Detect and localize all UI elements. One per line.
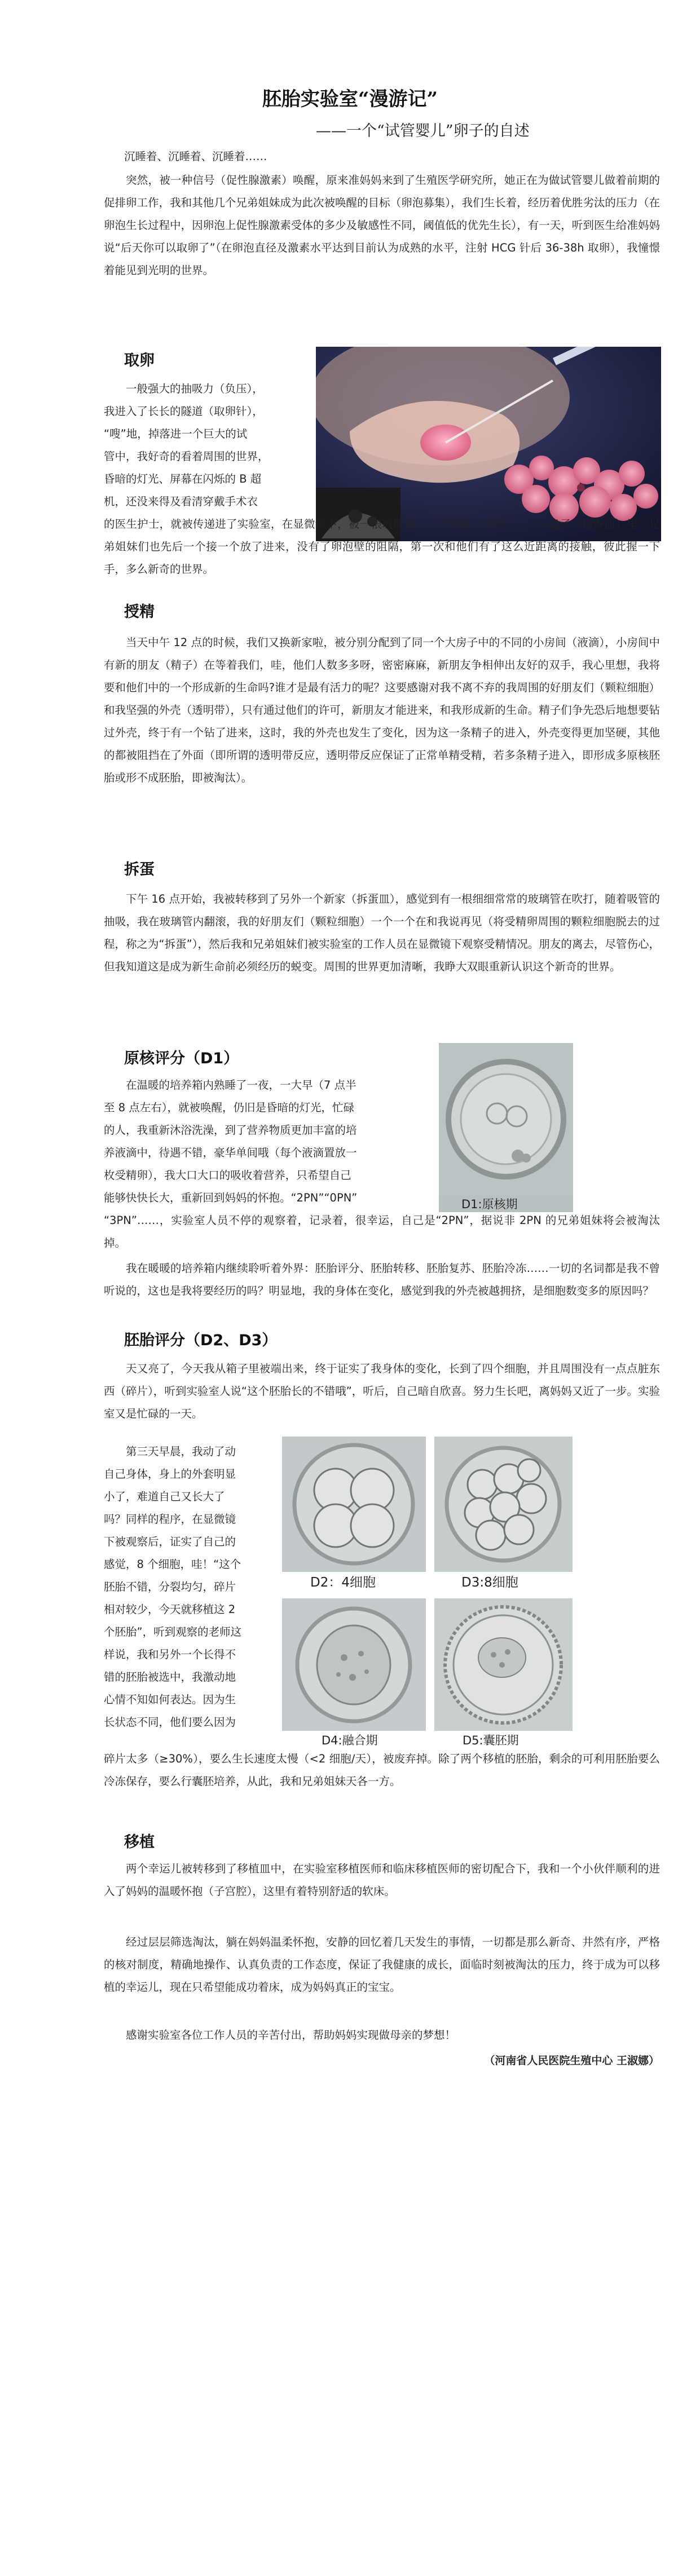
heading-denudation: 拆蛋	[124, 861, 155, 878]
heading-fertilization: 授精	[124, 603, 155, 621]
text-line: 一般强大的抽吸力（负压），	[126, 382, 263, 395]
heading-egg-retrieval: 取卵	[124, 352, 155, 369]
text-line: 长状态不同，他们要么因为	[104, 1716, 236, 1729]
egg-retrieval-wrap-text	[104, 378, 307, 513]
heading-pn-score: 原核评分（D1）	[124, 1050, 239, 1067]
embryo-image-d3	[434, 1437, 573, 1589]
text-line: 机，还没来得及看清穿戴手术衣	[104, 495, 258, 508]
intro-paragraph: 突然，被一种信号（促性腺激素）唤醒，原来准妈妈来到了生殖医学研究所，她正在为做试管婴儿做着前期的促排卵工作，我和其他几个兄弟姐妹成为此次被唤醒的目标（卵泡募集），我们生长着，经历着优胜劣汰的压力（在卵泡生长过程中，因卵泡上促性腺激素受体的多少及敏感性不同，阈值低的优先生长），有一天，听到医生给准妈妈说“后天你可以取卵了”（在卵泡直径及激素水平达到目前认为成熟的水平，注射 HCG 针后 36-38h 取卵），我憧憬着能见到光明的世界。	[104, 174, 660, 277]
text-line: 样说，我和另外一个长得不	[104, 1648, 236, 1661]
heading-transfer: 移植	[124, 1833, 155, 1851]
text-line: 的人，我重新沐浴洗澡，到了营养物质更加丰富的培	[104, 1124, 357, 1137]
article-title: 胚胎实验室“漫游记”	[262, 88, 438, 111]
text-line: 相对较少，今天就移植这 2	[104, 1603, 236, 1616]
text-line: 我进入了长长的隧道（取卵针），	[104, 405, 263, 418]
text-line: “嗖”地，掉落进一个巨大的试	[104, 427, 248, 440]
transfer-paragraph-1: 两个幸运儿被转移到了移植皿中，在实验室移植医师和临床移植医师的密切配合下，我和一个小伙伴顺利的进入了妈妈的温暖怀抱（子宫腔），这里有着特别舒适的软床。	[104, 1862, 660, 1898]
embryo-score-wrap-text	[104, 1441, 273, 1734]
text-line: 第三天早晨，我动了动	[126, 1445, 236, 1458]
egg-retrieval-illustration	[316, 347, 661, 541]
text-line: 自己身体，身上的外套明显	[104, 1468, 236, 1481]
text-line: 心情不知如何表达。因为生	[104, 1693, 236, 1706]
heading-embryo-score: 胚胎评分（D2、D3）	[124, 1332, 278, 1349]
transfer-paragraph-2: 经过层层筛选淘汰，躺在妈妈温柔怀抱，安静的回忆着几天发生的事情，一切都是那么新奇、井然有序，严格的核对制度，精确地操作、认真负责的工作态度，保证了我健康的成长，面临时刻被淘汰的压力，终于成为可以移植的幸运儿，现在只希望能成功着床，成为妈妈真正的宝宝。	[104, 1936, 660, 1994]
text-line: 养液滴中，待遇不错，豪华单间哦（每个液滴置放一	[104, 1146, 357, 1159]
transfer-paragraph-3: 感谢实验室各位工作人员的辛苦付出，帮助妈妈实现做母亲的梦想！	[126, 2029, 456, 2042]
embryo-score-paragraph-rest: 碎片太多（≥30%），要么生长速度太慢（<2 细胞/天），被废弃掉。除了两个移植的胚胎，剩余的可利用胚胎要么冷冻保存，要么行囊胚培养，从此，我和兄弟姐妹天各一方。	[104, 1752, 660, 1788]
embryo-image-d4	[282, 1598, 426, 1748]
caption-d2: D2：4细胞	[310, 1575, 376, 1589]
text-line: 小了，难道自己又长大了	[104, 1490, 225, 1503]
text-line: 感觉，8 个细胞，哇！“这个	[104, 1558, 241, 1571]
article-subtitle: ——一个“试管婴儿”卵子的自述	[316, 122, 530, 140]
denudation-paragraph: 下午 16 点开始，我被转移到了另外一个新家（拆蛋皿），感觉到有一根细细常常的玻璃管在吹打，随着吸管的抽吸，我在玻璃管内翻滚，我的好朋友们（颗粒细胞）一个一个在和我说再见（将受精卵周围的颗粒细胞脱去的过程，称之为“拆蛋”），然后我和兄弟姐妹们被实验室的工作人员在显微镜下观察受精情况。朋友的离去，尽管伤心，但我知道这是成为新生命前必须经历的蜕变。周围的世界更加清晰，我睁大双眼重新认识这个新奇的世界。	[104, 892, 660, 973]
embryo-image-d5	[434, 1598, 573, 1748]
pn-score-paragraph-rest: “3PN”……，实验室人员不停的观察着，记录着，很幸运，自己是“2PN”，据说非 2PN 的兄弟姐妹将会被淘汰掉。	[104, 1214, 660, 1249]
text-line: 能够快快长大，重新回到妈妈的怀抱。“2PN”“0PN”	[104, 1191, 358, 1204]
caption-d4: D4:融合期	[322, 1734, 378, 1747]
embryo-score-paragraph-1: 天又亮了，今天我从箱子里被端出来，终于证实了我身体的变化，长到了四个细胞，并且周围没有一点点脏东西（碎片），听到实验室人说“这个胚胎长的不错哦”，听后，自己暗自欣喜。努力生长吧，离妈妈又近了一步。实验室又是忙碌的一天。	[104, 1362, 660, 1420]
pn-score-paragraph-2: 我在暖暖的培养箱内继续聆听着外界：胚胎评分、胚胎转移、胚胎复苏、胚胎冷冻……一切的名词都是我不曾听说的，这也是我将要经历的吗？明显地，我的身体在变化，感觉到我的外壳被越拥挤，是细胞数变多的原因吗？	[104, 1262, 660, 1297]
text-line: 吗？同样的程序，在显微镜	[104, 1513, 236, 1526]
text-line: 昏暗的灯光、屏幕在闪烁的 B 超	[104, 472, 262, 485]
pn-score-wrap-text	[104, 1074, 425, 1209]
text-line: 下被观察后，证实了自己的	[104, 1535, 236, 1548]
embryo-image-d1	[439, 1043, 573, 1212]
text-line: 错的胚胎被选中，我激动地	[104, 1671, 236, 1684]
text-line: 管中，我好奇的看着周围的世界，	[104, 450, 269, 463]
text-line: 枚受精卵），我大口大口的吸收着营养，只希望自己	[104, 1169, 351, 1182]
intro-line: 沉睡着、沉睡着、沉睡着……	[124, 150, 267, 163]
text-line: 在温暖的培养箱内熟睡了一夜，一大早（7 点半	[126, 1079, 356, 1092]
text-line: 胚胎不错，分裂均匀，碎片	[104, 1580, 236, 1593]
author-credit: （河南省人民医院生殖中心 王淑娜）	[484, 2054, 659, 2067]
text-line: 个胚胎”，听到观察的老师这	[104, 1625, 242, 1638]
caption-d3: D3:8细胞	[461, 1575, 518, 1589]
egg-retrieval-paragraph: 的医生护士，就被传递进了实验室，在显微镜下，被一根玻璃管（巴氏吸管）捡进了一个小盘子（培养皿）里，兄弟姐妹们也先后一个接一个放了进来，没有了卵泡壁的阻隔，第一次和他们有了这么近距离的接触，彼此握一下手，多么新奇的世界。	[104, 518, 660, 576]
caption-d1: D1:原核期	[461, 1198, 518, 1211]
embryo-image-d2	[282, 1437, 426, 1589]
text-line: 至 8 点左右），就被唤醒，仍旧是昏暗的灯光，忙碌	[104, 1101, 355, 1114]
fertilization-paragraph: 当天中午 12 点的时候，我们又换新家啦，被分别分配到了同一个大房子中的不同的小房间（液滴），小房间中有新的朋友（精子）在等着我们，哇，他们人数多多呀，密密麻麻，新朋友争相伸出友好的双手，我心里想，我将要和他们中的一个形成新的生命吗?谁才是最有活力的呢？这要感谢对我不离不弃的我周围的好朋友们（颗粒细胞）和我坚强的外壳（透明带），只有通过他们的许可，新朋友才能进来，和我形成新的生命。精子们争先恐后地想要钻过外壳，终于有一个钻了进来，这时，我的外壳也发生了变化，因为这一条精子的进入，外壳变得更加坚硬，其他的都被阻挡在了外面（即所谓的透明带反应，透明带反应保证了正常单精受精，若多条精子进入，即形成多原核胚胎或形不成胚胎，即被淘汰）。	[104, 636, 660, 784]
caption-d5: D5:囊胚期	[463, 1734, 519, 1747]
